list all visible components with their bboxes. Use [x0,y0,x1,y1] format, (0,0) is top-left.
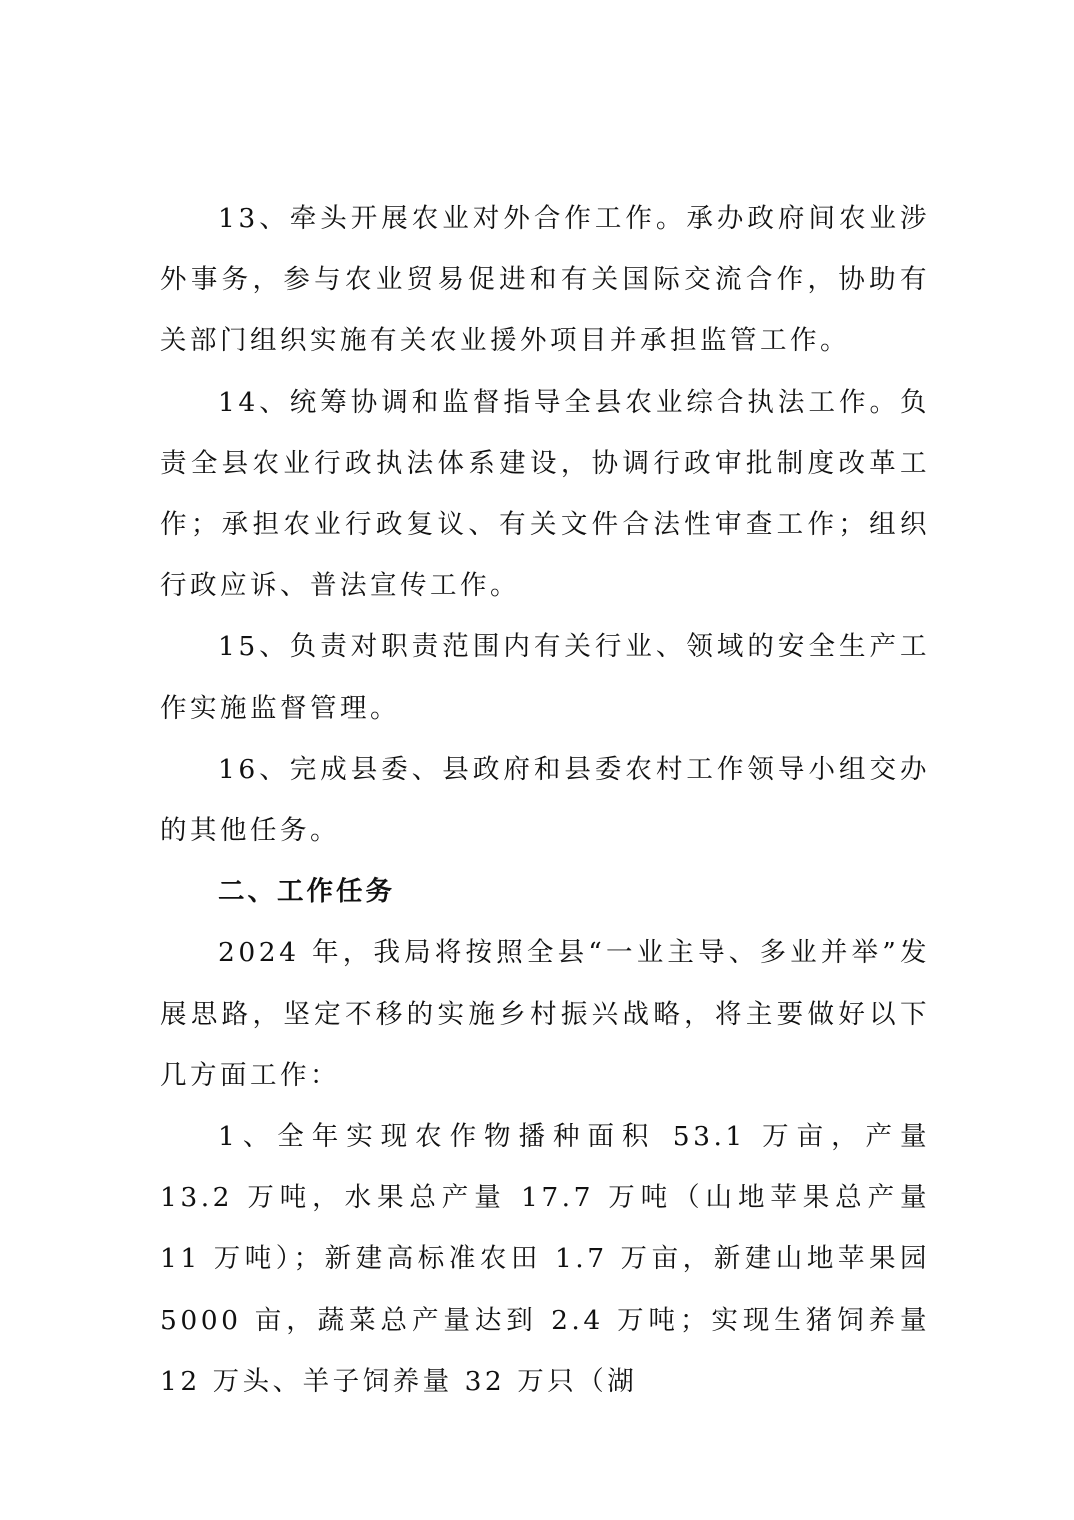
section-heading: 二、工作任务 [218,876,395,908]
paragraph-item-13: 13、牵头开展农业对外合作工作。承办政府间农业涉外事务，参与农业贸易促进和有关国际交流合作，协助有关部门组织实施有关农业援外项目并承担监管工作。 [160,203,930,357]
task-paragraph-1: 1、全年实现农作物播种面积 53.1 万亩，产量 13.2 万吨，水果总产量 17.7 万吨（山地苹果总产量 11 万吨）；新建高标准农田 1.7 万亩，新建山地苹果园 5000 亩，蔬菜总产量达到 2.4 万吨；实现生猪饲养量 12 万头、羊子饲养量 32 万只（湖 [160,1121,930,1397]
paragraph-item-16: 16、完成县委、县政府和县委农村工作领导小组交办的其他任务。 [160,753,930,847]
intro-paragraph: 2024 年，我局将按照全县“一业主导、多业并举”发展思路，坚定不移的实施乡村振兴战略，将主要做好以下几方面工作： [160,937,930,1091]
paragraph-item-15: 15、负责对职责范围内有关行业、领域的安全生产工作实施监督管理。 [160,631,930,724]
paragraph-item-14: 14、统筹协调和监督指导全县农业综合执法工作。负责全县农业行政执法体系建设，协调行政审批制度改革工作；承担农业行政复议、有关文件合法性审查工作；组织行政应诉、普法宣传工作。 [160,386,930,602]
document-body [160,188,930,1412]
